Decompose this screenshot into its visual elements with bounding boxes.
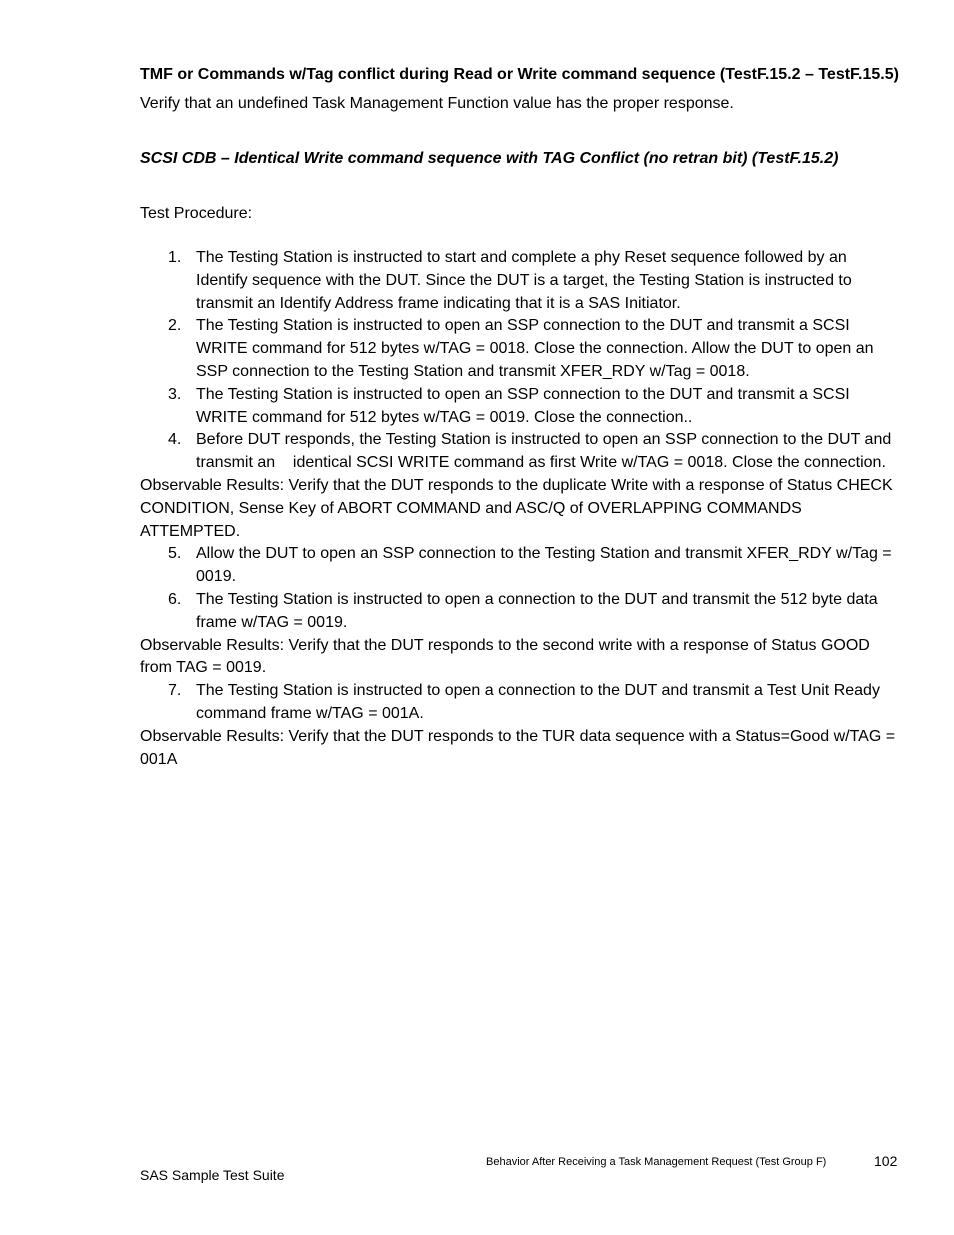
- intro-text: Verify that an undefined Task Management Function value has the proper response.: [140, 95, 734, 112]
- procedure-label: Test Procedure:: [140, 205, 253, 222]
- step-text: The Testing Station is instructed to open a connection to the DUT and transmit a Test Unit Ready command frame w/TAG = 001A.: [196, 682, 880, 722]
- step-number: 4.: [168, 431, 182, 449]
- step-number: 3.: [168, 385, 182, 403]
- step-text: The Testing Station is instructed to open a connection to the DUT and transmit the 512 byte data frame w/TAG = 0019.: [196, 590, 878, 631]
- procedure-step: [140, 384, 900, 430]
- step-text: Allow the DUT to open an SSP connection to the Testing Station and transmit XFER_RDY w/Tag = 0019.: [196, 545, 892, 586]
- document-page: [140, 63, 900, 771]
- procedure-list: [140, 247, 900, 771]
- procedure-step: [140, 315, 900, 383]
- step-number: 2.: [168, 317, 182, 335]
- step-text: The Testing Station is instructed to open an SSP connection to the DUT and transmit a SCSI WRITE command for 512 bytes w/TAG = 0019. Close the connection..: [196, 385, 850, 426]
- step-number: 5.: [168, 545, 182, 563]
- step-text: The Testing Station is instructed to open an SSP connection to the DUT and transmit a SCSI WRITE command for 512 bytes w/TAG = 0018. Close the connection. Allow the DUT to open an SSP connection to the Testing Station and transmit XFER_RDY w/Tag = 0018.: [196, 317, 874, 380]
- procedure-step: [140, 589, 900, 635]
- footer-suite-name: SAS Sample Test Suite: [140, 1167, 285, 1183]
- page-number: 102: [874, 1153, 898, 1169]
- procedure-step: [140, 429, 900, 475]
- test-subheading: SCSI CDB – Identical Write command sequence with TAG Conflict (no retran bit) (TestF.15.2): [140, 150, 839, 167]
- observable-results: Observable Results: Verify that the DUT responds to the TUR data sequence with a Status=Good w/TAG = 001A: [140, 727, 896, 768]
- procedure-step: [140, 680, 900, 726]
- step-number: 6.: [168, 590, 182, 608]
- footer-section-title: Behavior After Receiving a Task Management Request (Test Group F): [486, 1156, 827, 1168]
- observable-results: Observable Results: Verify that the DUT responds to the duplicate Write with a response of Status CHECK CONDITION, Sense Key of ABORT COMMAND and ASC/Q of OVERLAPPING COMMANDS ATTEMPTED.: [140, 476, 893, 540]
- section-heading: TMF or Commands w/Tag conflict during Read or Write command sequence (TestF.15.2 – TestF.15.5): [140, 66, 899, 83]
- procedure-step: [140, 543, 900, 589]
- observable-results: Observable Results: Verify that the DUT responds to the second write with a response of Status GOOD from TAG = 0019.: [140, 636, 870, 677]
- step-text: Before DUT responds, the Testing Station is instructed to open an SSP connection to the DUT and transmit an identical SCSI WRITE command as first Write w/TAG = 0018. Close the connection.: [196, 431, 896, 472]
- step-number: 7.: [168, 682, 182, 700]
- procedure-step: [140, 247, 900, 315]
- step-number: 1.: [168, 249, 182, 266]
- step-text: The Testing Station is instructed to start and complete a phy Reset sequence followed by an Identify sequence with the DUT. Since the DUT is a target, the Testing Station is instructed to transmit an Identify Address frame indicating that it is a SAS Initiator.: [196, 249, 852, 312]
